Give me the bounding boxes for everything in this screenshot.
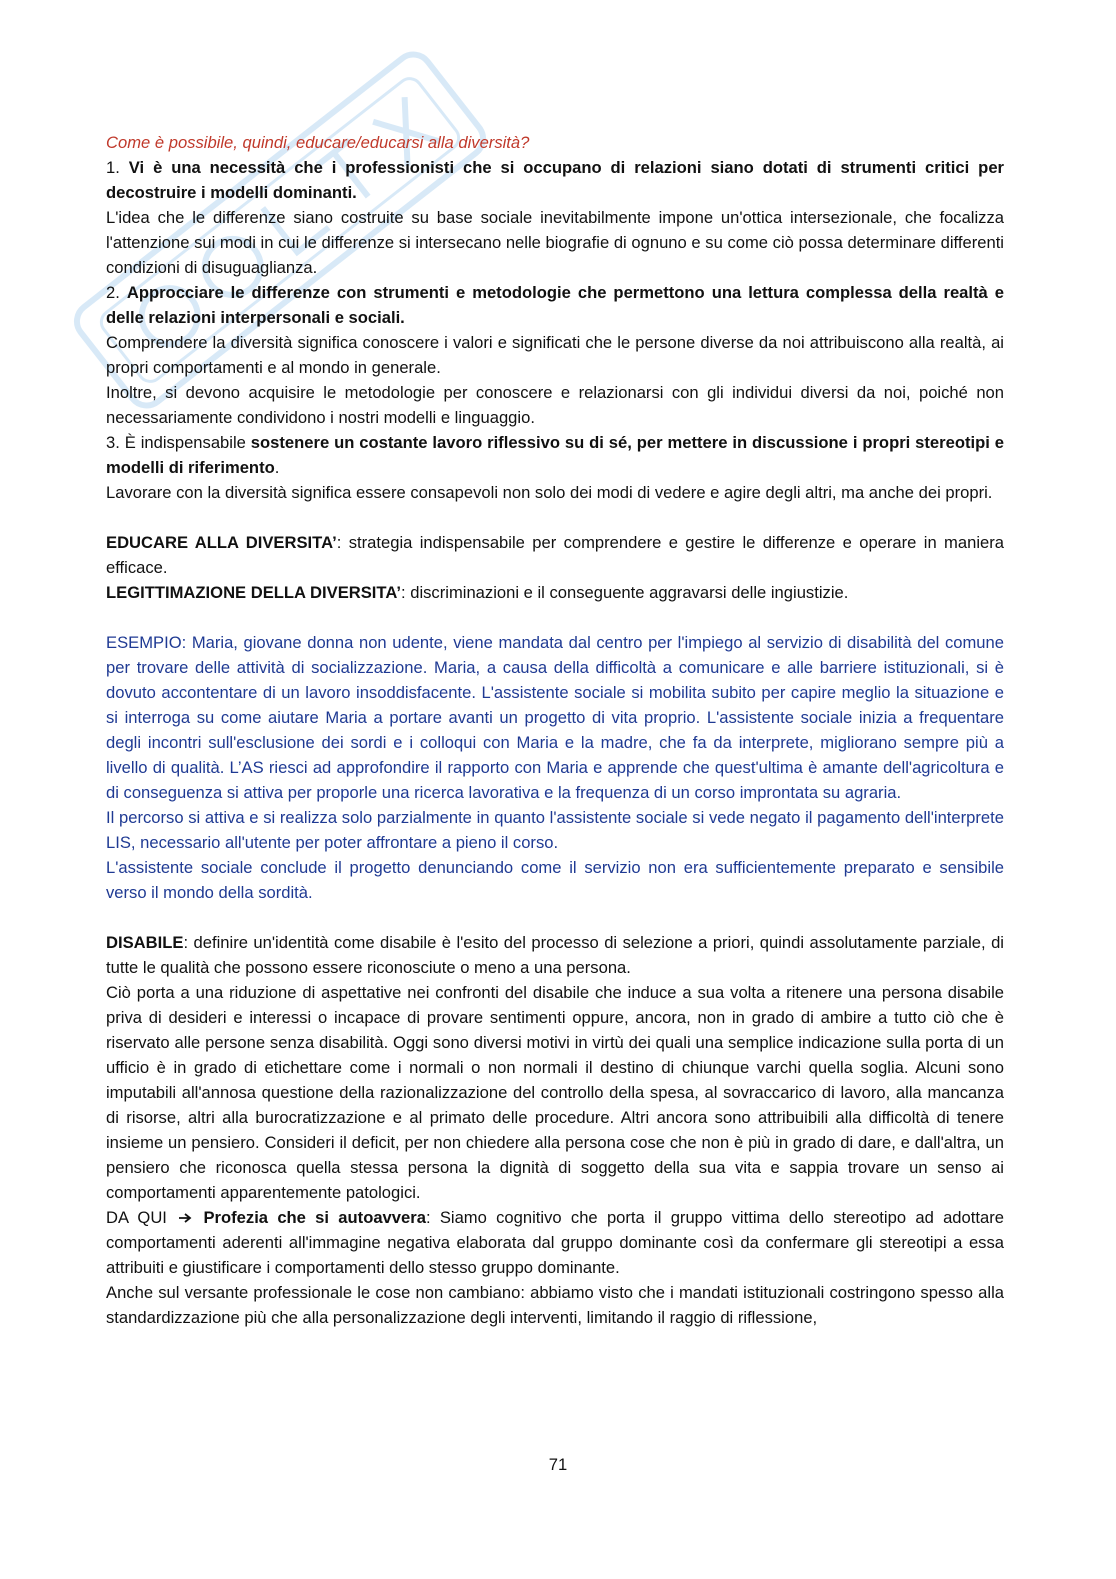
definition-disabile xyxy=(106,930,1004,980)
profezia-paragraph xyxy=(106,1205,1004,1280)
paragraph-5: Ciò porta a una riduzione di aspettative nei confronti del disabile che induce a sua volta a ritenere una persona disabile priva di desideri e interessi o incapace di provare sentimenti oppure, ancora, non in grado di ambire a tutto ciò che è riservato alle persone senza disabilità. Oggi sono diversi motivi in virtù dei quali una semplice indicazione sulla porta di un ufficio è in grado di etichettare come i normali o non normali il destino di chiunque varchi quella soglia. Alcuni sono imputabili all'annosa questione della razionalizzazione del controllo della spesa, al sovraccarico di lavoro, alla mancanza di risorse, altri alla burocratizzazione e al primato delle procedure. Altri ancora sono attribuibili alla difficoltà di tenere insieme un pensiero. Consideri il deficit, per non chiedere alla persona cose che non è più in grado di dare, e dall'altra, un pensiero che riconosca quella stessa persona la dignità di soggetto della sua vita e sappia trovare un senso ai comportamenti apparentemente patologici. xyxy=(106,983,1004,1202)
paragraph-2: Comprendere la diversità significa conoscere i valori e significati che le persone diverse da noi attribuiscono alla realtà, ai propri comportamenti e al mondo in generale. xyxy=(106,333,1004,377)
document-body xyxy=(106,130,1004,1330)
profezia-term: Profezia che si autoavvera xyxy=(203,1208,426,1227)
point-1-number: 1. xyxy=(106,158,129,177)
example-paragraph-2: Il percorso si attiva e si realizza solo parzialmente in quanto l'assistente sociale si vede negato il pagamento dell'interprete LIS, necessario all'utente per poter affrontare a pieno il corso. xyxy=(106,808,1004,852)
point-3-bold: sostenere un costante lavoro riflessivo su di sé, per mettere in discussione i propri stereotipi e modelli di riferimento xyxy=(106,433,1004,477)
point-2-number: 2. xyxy=(106,283,127,302)
educare-text: : strategia indispensabile per comprendere e gestire le differenze e operare in maniera efficace. xyxy=(106,533,1004,577)
legittimazione-term: LEGITTIMAZIONE DELLA DIVERSITA’ xyxy=(106,583,401,602)
point-2 xyxy=(106,280,1004,330)
point-2-bold: Approcciare le differenze con strumenti e metodologie che permettono una lettura complessa della realtà e delle relazioni interpersonali e sociali. xyxy=(106,283,1004,327)
profezia-text: : Siamo cognitivo che porta il gruppo vittima dello stereotipo ad adottare comportamenti aderenti all'immagine negativa elaborata dal gruppo dominante così da confermare gli stereotipi a essa attribuiti e giustificare i comportamenti dello stesso gruppo dominante. xyxy=(106,1208,1004,1277)
paragraph-1: L'idea che le differenze siano costruite su base sociale inevitabilmente impone un'ottica intersezionale, che focalizza l'attenzione sui modi in cui le differenze si intersecano nelle biografie di ognuno e su come ciò possa determinare differenti condizioni di disuguaglianza. xyxy=(106,208,1004,277)
example-paragraph-1: ESEMPIO: Maria, giovane donna non udente, viene mandata dal centro per l'impiego al servizio di disabilità del comune per trovare delle attività di socializzazione. Maria, a causa della difficoltà a comunicare e alle barriere istituzionali, si è dovuto accontentare di un lavoro insoddisfacente. L'assistente sociale si mobilita subito per capire meglio la situazione e si interroga su come aiutare Maria a portare avanti un progetto di vita proprio. L'assistente sociale inizia a frequentare degli incontri sull'esclusione dei sordi e i colloqui con Maria e la madre, che fa da interprete, migliorano sempre più a livello di qualità. L’AS riesci ad approfondire il rapporto con Maria e apprende che quest'ultima è amante dell'agricoltura e di conseguenza si attiva per proporle una ricerca lavorativa e la frequenza di un corso improntata su agraria. xyxy=(106,633,1004,802)
profezia-prefix: DA QUI xyxy=(106,1208,167,1227)
legittimazione-text: : discriminazioni e il conseguente aggravarsi delle ingiustizie. xyxy=(401,583,849,602)
point-1 xyxy=(106,155,1004,205)
point-3 xyxy=(106,430,1004,480)
educare-term: EDUCARE ALLA DIVERSITA’ xyxy=(106,533,337,552)
right-arrow-icon xyxy=(178,1212,192,1224)
disabile-text: : definire un'identità come disabile è l'esito del processo di selezione a priori, quindi assolutamente parziale, di tutte le qualità che possono essere riconosciute o meno a una persona. xyxy=(106,933,1004,977)
point-3-suffix: . xyxy=(274,458,280,477)
paragraph-4: Lavorare con la diversità significa essere consapevoli non solo dei modi di vedere e agire degli altri, ma anche dei propri. xyxy=(106,483,993,502)
disabile-term: DISABILE xyxy=(106,933,184,952)
definition-legittimazione xyxy=(106,580,1004,605)
paragraph-3: Inoltre, si devono acquisire le metodologie per conoscere e relazionarsi con gli individui diversi da noi, poiché non necessariamente condividono i nostri modelli e linguaggio. xyxy=(106,383,1004,427)
section-question: Come è possibile, quindi, educare/educarsi alla diversità? xyxy=(106,133,530,152)
page-number: 71 xyxy=(548,1455,568,1474)
example-paragraph-3: L'assistente sociale conclude il progetto denunciando come il servizio non era sufficientemente preparato e sensibile verso il mondo della sordità. xyxy=(106,858,1004,902)
paragraph-6: Anche sul versante professionale le cose non cambiano: abbiamo visto che i mandati istituzionali costringono spesso alla standardizzazione più che alla personalizzazione degli interventi, limitando il raggio di riflessione, xyxy=(106,1283,1004,1327)
point-1-bold: Vi è una necessità che i professionisti che si occupano di relazioni siano dotati di strumenti critici per decostruire i modelli dominanti. xyxy=(106,158,1004,202)
definition-educare xyxy=(106,530,1004,580)
point-3-prefix: 3. È indispensabile xyxy=(106,433,251,452)
